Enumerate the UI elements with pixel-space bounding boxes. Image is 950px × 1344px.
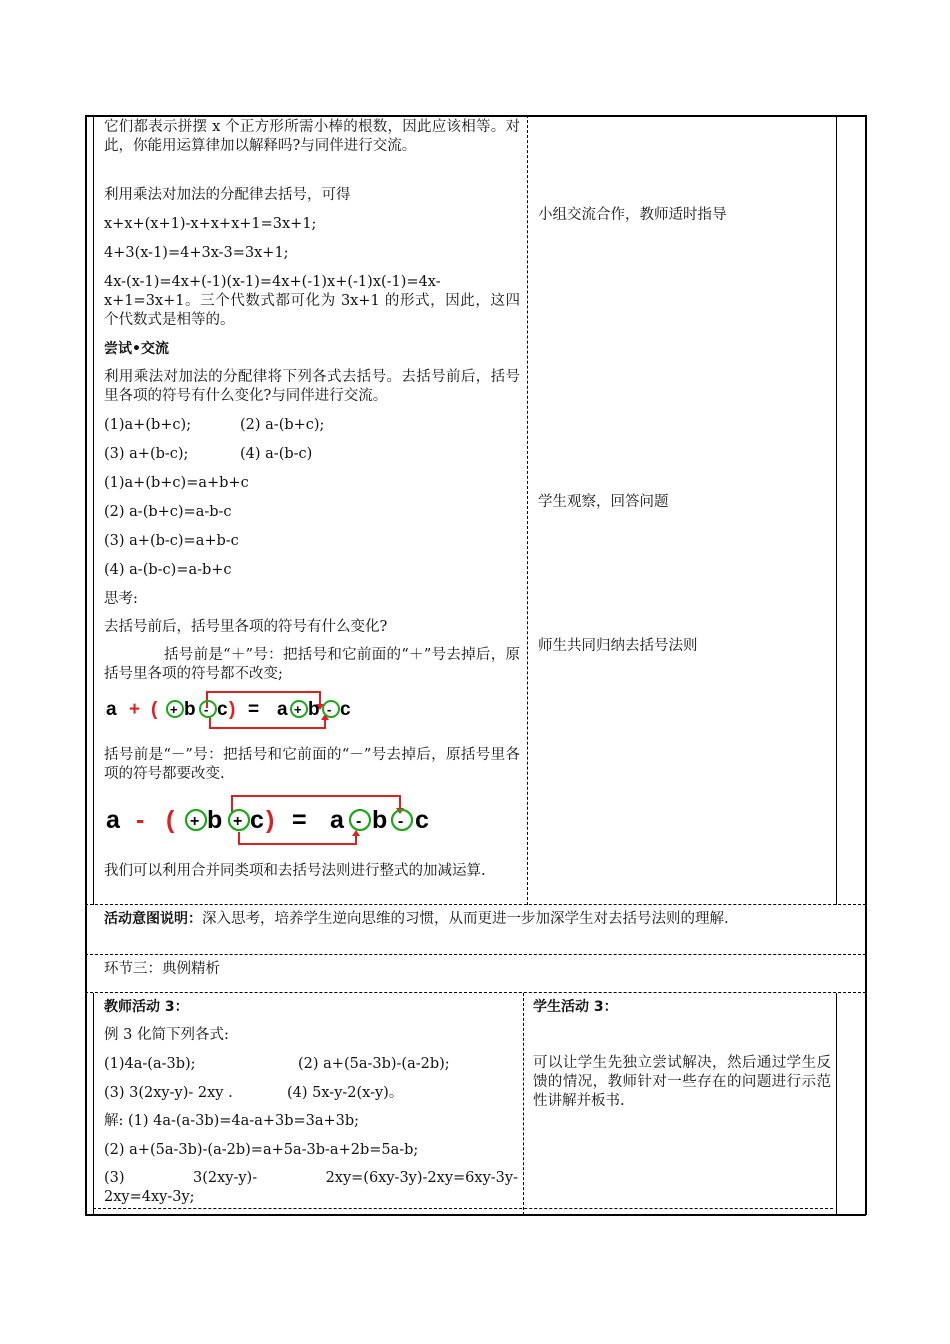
- student-activity-text: 可以让学生先独立尝试解决，然后通过学生反馈的情况，教师针对一些存在的问题进行示范性讲解并板书.: [533, 1055, 831, 1109]
- activity-intent: [104, 910, 830, 929]
- f1-plus: +: [170, 702, 178, 717]
- answer-4: (4) a-(b-c)=a-b+c: [104, 562, 232, 578]
- solution-1: 解: (1) 4a-(a-3b)=4a-a+3b=3a+3b;: [104, 1113, 360, 1129]
- f2-plus: +: [190, 813, 200, 830]
- exercise-1: (1)a+(b+c);: [104, 417, 192, 433]
- f1-rparen: ): [229, 699, 236, 720]
- activity-intent-text: 深入思考，培养学生逆向思维的习惯，从而更进一步加深学生对去括号法则的理解.: [202, 911, 729, 927]
- activity-divider: [523, 993, 524, 1215]
- activity-inner-bottom: [93, 1208, 833, 1209]
- table-top-border: [85, 115, 866, 117]
- exercise-4: (4) a-(b-c): [240, 446, 313, 462]
- equation-2: 4+3(x-1)=4+3x-3=3x+1;: [104, 245, 289, 261]
- section-divider-1: [85, 904, 866, 905]
- f2-eq: =: [292, 806, 307, 834]
- f2-c: c: [250, 806, 264, 834]
- table-bottom-border: [85, 1214, 866, 1216]
- example-q4: (4) 5x-y-2(x-y)。: [287, 1085, 404, 1101]
- inner-left-border: [93, 115, 94, 905]
- solution-2: (2) a+(5a-3b)-(a-2b)=a+5a-3b-a+2b=5a-b;: [104, 1142, 419, 1158]
- f2-op: -: [136, 806, 145, 834]
- rule-minus: 括号前是“－”号：把括号和它前面的“－”号去掉后，原括号里各项的符号都要改变.: [104, 747, 520, 782]
- note-summarize-rule: 师生共同归纳去括号法则: [538, 638, 698, 654]
- f2-rhs-minus2: -: [398, 813, 404, 830]
- f1-rhs-c: c: [340, 699, 351, 720]
- activity-right-border: [836, 993, 837, 1215]
- note-students-observe: 学生观察，回答问题: [538, 494, 669, 510]
- f1-minus: -: [204, 702, 209, 717]
- paragraph-distributive: 利用乘法对加法的分配律去括号，可得: [104, 187, 351, 203]
- f2-rhs-c: c: [415, 806, 429, 834]
- section-divider-3: [85, 992, 866, 993]
- f1-rhs-a: a: [277, 699, 288, 720]
- f1-lparen: (: [151, 699, 158, 720]
- content-divider: [527, 115, 528, 905]
- answer-1: (1)a+(b+c)=a+b+c: [104, 475, 249, 491]
- activity-intent-label: 活动意图说明：: [104, 911, 202, 927]
- teacher-activity-heading: 教师活动 3：: [104, 999, 189, 1015]
- f1-rhs-plus: +: [294, 702, 302, 717]
- example-q2: (2) a+(5a-3b)-(a-2b);: [298, 1056, 450, 1072]
- teacher-col-left: [93, 993, 94, 1215]
- heading-try-discuss: 尝试•交流: [104, 341, 169, 357]
- f2-plus2: +: [233, 813, 243, 830]
- example-intro: 例 3 化简下列各式:: [104, 1027, 229, 1043]
- think-label: 思考:: [104, 591, 138, 607]
- f2-rhs-b: b: [372, 806, 388, 834]
- exercise-3: (3) a+(b-c);: [104, 446, 189, 462]
- f2-rparen: ): [266, 806, 275, 834]
- note-group-cooperation: 小组交流合作，教师适时指导: [538, 207, 727, 223]
- answer-2: (2) a-(b+c)=a-b-c: [104, 504, 232, 520]
- f2-a: a: [106, 806, 120, 834]
- f1-op: +: [129, 699, 141, 720]
- exercise-2: (2) a-(b+c);: [240, 417, 325, 433]
- think-question: 去括号前后，括号里各项的符号有什么变化?: [104, 619, 388, 635]
- stage-three-title: 环节三：典例精析: [104, 961, 220, 977]
- right-col-border: [836, 115, 837, 905]
- f1-rhs-b: b: [308, 699, 320, 720]
- paragraph-conclusion: 我们可以利用合并同类项和去括号法则进行整式的加减运算.: [104, 863, 486, 879]
- f1-eq: =: [248, 699, 260, 720]
- f2-b: b: [207, 806, 223, 834]
- f2-rhs-a: a: [330, 806, 344, 834]
- example-q1: (1)4a-(a-3b);: [104, 1056, 196, 1072]
- f1-c: c: [217, 699, 228, 720]
- paragraph-task: 利用乘法对加法的分配律将下列各式去括号。去括号前后，括号里各项的符号有什么变化?与同伴进行交流。: [104, 369, 520, 404]
- formula-minus-diagram: [102, 792, 442, 848]
- section-divider-2: [85, 954, 866, 955]
- f2-rhs-minus: -: [356, 813, 362, 830]
- formula-plus-diagram: [102, 688, 362, 732]
- table-right-border: [865, 115, 867, 1215]
- paragraph-equation-3: 4x-(x-1)=4x+(-1)(x-1)=4x+(-1)x+(-1)x(-1)=4x-x+1=3x+1。三个代数式都可化为 3x+1 的形式，因此，这四个代数式是相等的。: [104, 274, 520, 328]
- answer-3: (3) a+(b-c)=a+b-c: [104, 533, 239, 549]
- f1-b: b: [184, 699, 196, 720]
- f1-a: a: [106, 699, 117, 720]
- table-left-border: [85, 115, 87, 1215]
- example-q3: (3) 3(2xy-y)- 2xy .: [104, 1085, 233, 1101]
- f1-rhs-minus: -: [327, 702, 332, 717]
- f2-lparen: (: [166, 806, 175, 834]
- paragraph-explanation: 它们都表示拼摆 x 个正方形所需小棒的根数，因此应该相等。对此，你能用运算律加以解释吗?与同伴进行交流。: [104, 119, 520, 154]
- equation-1: x+x+(x+1)-x+x+x+1=3x+1;: [104, 216, 317, 232]
- rule-plus: 括号前是“＋”号：把括号和它前面的“＋”号去掉后，原括号里各项的符号都不改变;: [104, 647, 520, 682]
- solution-3: (3) 3(2xy-y)- 2xy=(6xy-3y)-2xy=6xy-3y-2xy=4xy-3y;: [104, 1170, 518, 1205]
- student-activity-heading: 学生活动 3：: [533, 999, 618, 1015]
